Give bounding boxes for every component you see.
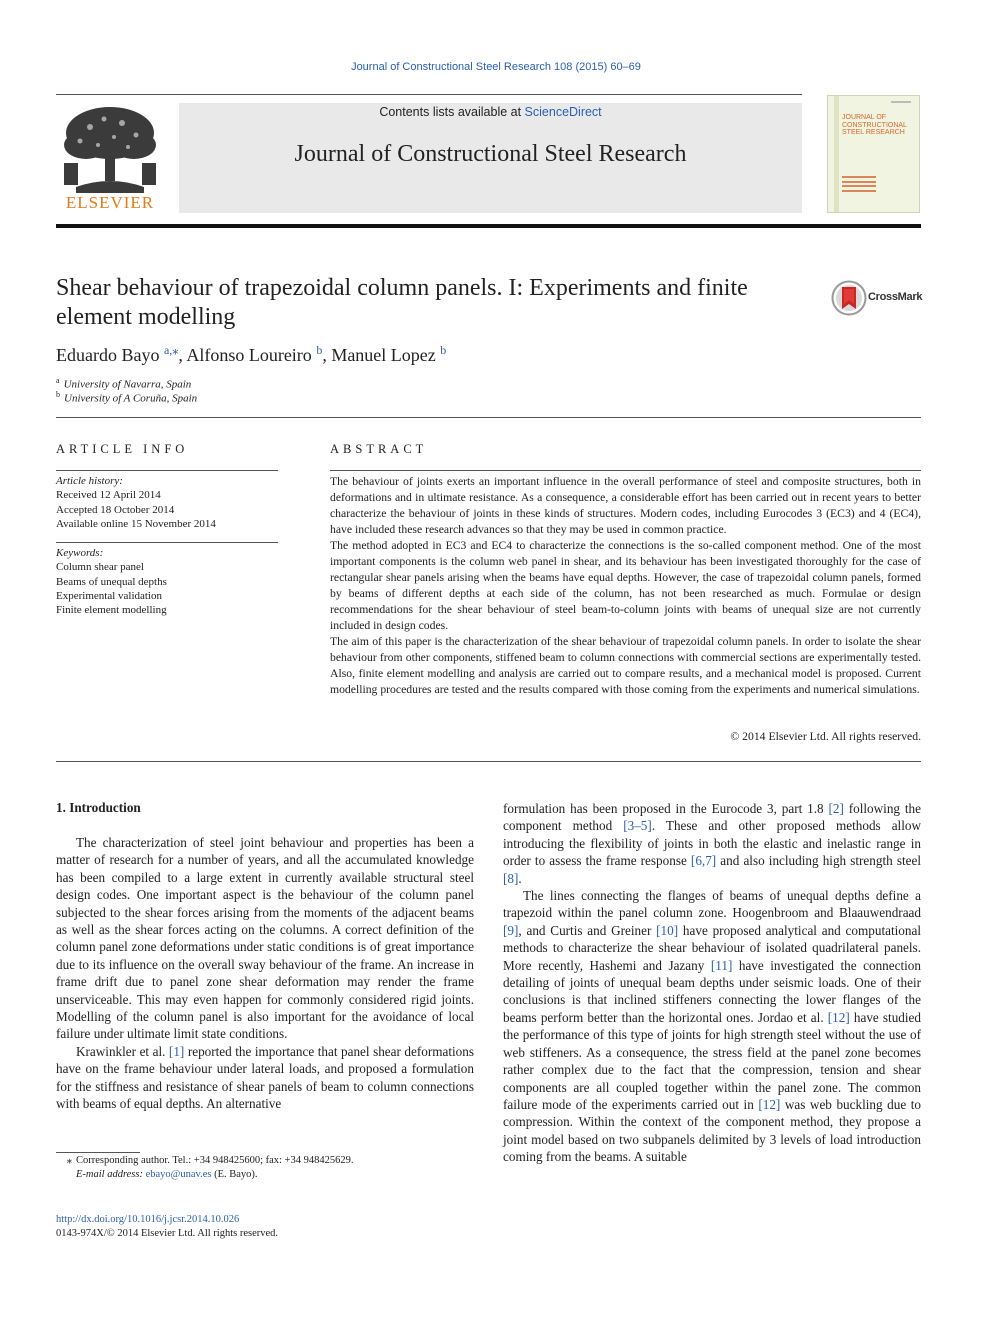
footnote-rule [56, 1152, 140, 1153]
email-link[interactable]: ebayo@unav.es [145, 1169, 212, 1181]
banner-bottom-rule [56, 224, 921, 228]
elsevier-tree-icon [56, 101, 164, 197]
article-info-heading: ARTICLE INFO [56, 442, 189, 456]
email-label: E-mail address: [76, 1169, 146, 1181]
banner-top-rule [56, 94, 802, 95]
abstract-paragraph: The method adopted in EC3 and EC4 to characterize the connections is the so-called component method. One of the most important components is the column web panel in shear, and its behaviour has been investigated thoroughly for the case of rectangular shear panels arising when the beams have equal depths. However, the case of trapezoidal column panels, formed by beams of different depths at each side of the column, has not been researched as much. Formulae or design recommendations for the shear behaviour of steel beam-to-column joints with beams of unequal size are not currently included in design codes. [330, 539, 921, 632]
affiliation: $^b$ University of A Coruña, Spain [56, 390, 198, 405]
crossmark-icon [831, 280, 867, 316]
divider [56, 417, 921, 418]
doi-link[interactable]: http://dx.doi.org/10.1016/j.jcsr.2014.10.026 [56, 1214, 240, 1225]
cover-title-line: STEEL RESEARCH [842, 129, 905, 136]
issn-copyright: 0143-974X/© 2014 Elsevier Ltd. All rights reserved. [56, 1228, 279, 1239]
reference-link[interactable]: [6,7] [690, 853, 717, 869]
body-column-left [56, 834, 474, 1113]
author-affil-mark[interactable]: b [316, 343, 323, 357]
author-name[interactable]: Alfonso Loureiro [186, 345, 312, 365]
cover-title [842, 114, 907, 137]
history-header: Article history: [56, 475, 123, 487]
reference-link[interactable]: [1] [168, 1043, 185, 1059]
body-paragraph: formulation has been proposed in the Eurocode 3, part 1.8 [2] following the component method [3–5]. These and other proposed methods allow introducing the flexibility of joints in both the elastic and inelastic range in order to assess the frame response [6,7] and also including high strength steel [8]. [503, 801, 921, 886]
author-affil-mark[interactable]: a,⁎ [163, 343, 179, 357]
keyword-item: Finite element modelling [56, 604, 167, 617]
footnote-marker: ⁎ [66, 1155, 72, 1166]
contents-prefix: Contents lists available at [379, 105, 525, 119]
reference-link[interactable]: [12] [827, 1009, 850, 1025]
reference-link[interactable]: [8] [503, 870, 519, 886]
elsevier-logo[interactable] [56, 101, 164, 215]
cover-title-line: JOURNAL OF [842, 114, 887, 121]
divider [56, 542, 278, 543]
corresponding-author-footnote [56, 1154, 474, 1183]
article-history [56, 474, 278, 531]
cover-title-line: CONSTRUCTIONAL [842, 121, 907, 129]
divider [56, 470, 278, 471]
sciencedirect-link[interactable]: ScienceDirect [524, 105, 602, 119]
history-item: Accepted 18 October 2014 [56, 503, 175, 516]
footnote-text: Corresponding author. Tel.: +34 948425600; fax: +34 948425629. [76, 1155, 354, 1166]
history-item: Received 12 April 2014 [56, 489, 161, 502]
abstract-paragraph: The behaviour of joints exerts an important influence in the overall performance of steel and composite structures, both in deformations and in ultimate resistance. As a consequence, a considerable effort has been carried out in recent years to better characterize the behaviour of joints in these kinds of structures. Modern codes, including Eurocodes 3 (EC3) and 4 (EC4), have included these research advances so that they may be used in common practice. [330, 475, 921, 536]
publisher-wordmark: ELSEVIER [65, 193, 155, 212]
affiliation: $^a$ University of Navarra, Spain [56, 376, 192, 391]
abstract-paragraph: The aim of this paper is the characterization of the shear behaviour of trapezoidal column panels. In order to isolate the shear behaviour from other components, stiffened beam to column connections with commercial sections are experimentally tested. Also, finite element modelling and analysis are carried out to compare results, and a mechanical model is proposed. Current modelling procedures are tested and the results compared with those coming from the experiments and numerical simulations. [330, 635, 921, 696]
crossmark-label: CrossMark [868, 291, 923, 303]
reference-link[interactable]: [9] [503, 922, 519, 938]
crossmark-badge[interactable] [831, 280, 923, 316]
email-suffix: (E. Bayo). [211, 1169, 258, 1181]
abstract-body [330, 474, 921, 698]
reference-link[interactable]: [12] [758, 1096, 781, 1112]
history-item: Available online 15 November 2014 [56, 517, 216, 530]
author-affil-mark[interactable]: b [440, 343, 447, 357]
reference-link[interactable]: [3–5] [623, 818, 652, 834]
cover-editor-lines [842, 176, 876, 194]
journal-title-link[interactable]: Journal of Constructional Steel Research [294, 141, 687, 167]
keywords [56, 546, 278, 617]
cover-top-mark [891, 101, 911, 103]
body-paragraph: The lines connecting the flanges of beams of unequal depths define a trapezoid within the panel column zone. Hoogenbroom and Blaauwendraad [9], and Curtis and Greiner [10] have proposed analytical and computational methods to characterize the shear behaviour of isolated quadrilateral panels. More recently, Hashemi and Jazany [11] have investigated the connection detailing of joints of unequal beam depths under seismic loads. One of their conclusions is that inclined stiffeners connecting the lower flanges of the beams perform better than the horizontal ones. Jordao et al. [12] have studied the performance of this type of joints for high strength steel without the use of web stiffeners. As a consequence, the stress field at the panel zone becomes rather complex due to the fact that the compression, tension and shear components are all coupled together within the panel zone. The common failure mode of the experiments carried out in [12] was web buckling due to compression. Within the context of the component method, they propose a joint model based on two subpanels delimited by 3 levels of load introduction coming from the beams. A suitable [503, 888, 921, 1165]
body-column-right [503, 800, 921, 1166]
keywords-header: Keywords: [56, 547, 104, 559]
article-title: Shear behaviour of trapezoidal column panels. I: Experiments and finite element modelling [56, 275, 748, 330]
divider [56, 761, 921, 762]
keyword-item: Experimental validation [56, 589, 162, 602]
divider [330, 470, 921, 471]
body-paragraph: Krawinkler et al. [1] reported the importance that panel shear deformations have on the frame behaviour under lateral loads, and proposed a formulation for the stiffness and resistance of shear panels of beam to column connections with beams of equal depths. An alternative [56, 1043, 474, 1112]
abstract-copyright: © 2014 Elsevier Ltd. All rights reserved. [730, 730, 921, 743]
author-name[interactable]: Manuel Lopez [331, 345, 436, 365]
journal-citation-link[interactable]: Journal of Constructional Steel Research 108 (2015) 60–69 [351, 61, 641, 73]
contents-line [179, 105, 802, 119]
author-list: Eduardo Bayo $^{a,⁎}$, Alfonso Loureiro $^b$, Manuel Lopez $^b$ [56, 343, 447, 365]
author-name[interactable]: Eduardo Bayo [56, 345, 160, 365]
reference-link[interactable]: [2] [828, 801, 844, 816]
section-heading: 1. Introduction [56, 800, 141, 815]
reference-link[interactable]: [11] [710, 957, 733, 973]
keyword-item: Column shear panel [56, 561, 144, 574]
journal-cover-image[interactable] [827, 95, 920, 213]
cover-strip [834, 96, 839, 212]
keyword-item: Beams of unequal depths [56, 575, 167, 588]
abstract-heading: ABSTRACT [330, 442, 428, 456]
reference-link[interactable]: [10] [656, 922, 679, 938]
body-paragraph: The characterization of steel joint behaviour and properties has been a matter of research for a number of years, and all the accumulated knowledge has been compiled to a large extent in currently available structural steel design codes. One important aspect is the behaviour of the column panel subjected to the shear forces arising from the moments of the adjacent beams as well as the shear forces acting on the columns. A correct definition of the column panel zone deformations under static conditions is of great importance due to its influence on the overall sway behaviour of the frame. An increase in frame drift due to panel zone shear deformation may render the frame unserviceable. This may even happen for commonly considered rigid joints. Modelling of the column panel is also important for the avoidance of local failure under ultimate limit state conditions. [56, 835, 474, 1042]
